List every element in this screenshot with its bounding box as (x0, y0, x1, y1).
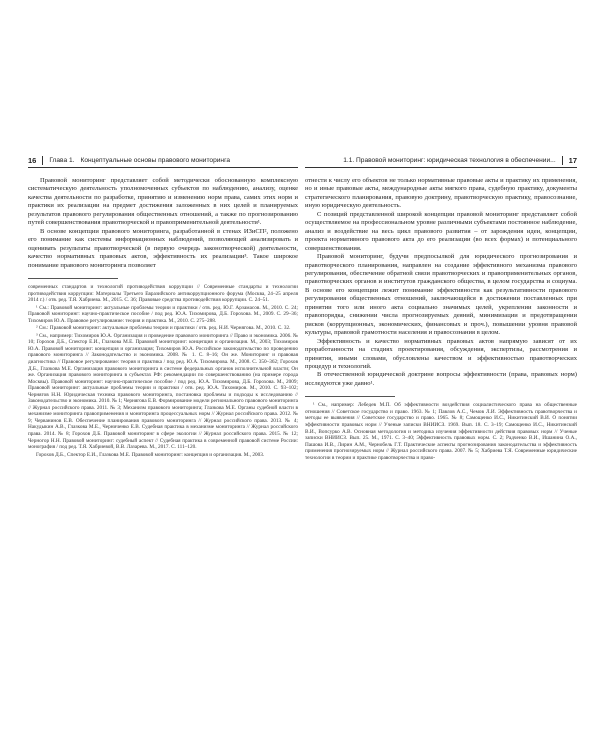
paragraph: В отечественной юридической доктрине вопросы эффективности (права, правовых норм) исследуются уже давно¹. (305, 371, 577, 387)
footnote: ¹ См.: Правовой мониторинг: актуальные проблемы теории и практики / отв. ред. Ю.Г. Арзамасов. М., 2010. С. 24; Правовой мониторинг: научно-практическое пособие / под ред. Ю.А. Тихомирова, Д.Б. Горохова. М., 2009. С. 29–36; Тихомиров Ю.А. Правовое регулирование: теория и практика. М., 2010. С. 275–288. (28, 304, 298, 324)
footnote: ¹ См., например: Лебедев М.П. Об эффективности воздействия социалистического права на общественные отношения // Советское государство и право. 1963. № 1; Павлов А.С., Чемов Л.И. Эффективность правотворчества и методы ее выявления // Советское государство и право. 1965. № 8; Самощенко И.С., Никитинский В.И. О понятии эффективности правовых норм // Ученые записки ВНИИСЗ. 1969. Вып. 18. С. 3–19; Самощенко И.С., Никитинский В.И., Вопсурко А.В. Основная методология и методика изучения эффективности действия правовых норм // Ученые записки ВНИИСЗ. Вып. 25. М., 1971. С. 3–40; Эффективность правовых норм. С. 2; Радченко В.И., Ишанина О.А., Пашова И.В., Лирин А.М., Чернобель Г.Т. Практические аспекты прогнозирования законодательства и эффективность применения прогнозируемых норм // Журнал российского права. 2007. № 5; Хабриева Т.Я. Современные юридические технологии в теории и практике правотворчества и право- (305, 402, 577, 461)
footnote: Горохов Д.Б., Спектор Е.И., Глазкова М.Е. Правовой мониторинг: концепция и организация. М., 2003. (36, 451, 265, 458)
header-separator (562, 156, 563, 165)
right-body-text (305, 177, 577, 388)
left-body-text (28, 177, 298, 270)
right-footnotes (305, 402, 577, 461)
paragraph: В основе концепции правового мониторинга, разработанной в стенах ИЗиСП², положено его понимание как системы информационных наблюдений, позволяющей анализировать и оценивать результаты правотворческой (в первую очередь законотворческой) деятельности, качество нормативных правовых актов, эффективность их реализации³. Такое широкое понимание правового мониторинга позволяет (28, 227, 298, 269)
footnote: ³ См., например: Тихомиров Ю.А. Организация и проведение правового мониторинга // Право и экономика. 2006. № 10; Горохов Д.Б., Спектор Е.И., Глазкова М.Е. Правовой мониторинг: концепция и организация. М., 2003; Тихомиров Ю.А. Правовой мониторинг: концепция и организация; Тихомиров Ю.А. Российское законодательство по проведению правового мониторинга // Законодательство и экономика. 2008. № 1. С. 8–16; Он же. Мониторинг и правовая диагностика // Правовое регулирование: теория и практика / под ред. Ю.А. Тихомирова. М., 2008. С. 350–362; Горохов Д.Б., Глазкова М.Е. Организация правового мониторинга в системе федеральных органов исполнительной власти; Он же. Организация правового мониторинга в субъектах РФ: рекомендации по совершенствованию (на примере города Москвы). Правовой мониторинг: научно-практическое пособие / под ред. Ю.А. Тихомирова, Д.Б. Горохова. М., 2009; Правовой мониторинг: актуальные проблемы теории и практики / отв. ред. Ю.А. Тихомиров. М., 2010. С. 93–102; Чернягов Н.Н. Юридическая техника правового мониторинга, постановка проблемы и подходы к исследованию // Законодательство и экономика. 2010. № 1; Чернягова Е.В. Формирование модели регионального правового мониторинга // Журнал российского права. 2011. № 3; Механизм правового мониторинга; Глазкова М.Е. Органы судебной власти в механизме мониторинга правоприменения и мониторинга процессуальных норм // Журнал российского права. 2012. № 9; Черванинов Е.В. Обеспечение планирования правового мониторинга // Журнал российского права. 2013. № 4; Накудыкин А.В., Глазкова М.Е., Черниченко Е.В. Судебная практика в механизме мониторинга // Журнал российского права. 2014. № 8; Горохов Д.Б. Правовой мониторинг в сфере экологии // Журнал российского права. 2015. № 12; Черногор Н.Н. Правовой мониторинг: судебный аспект // Судебная практика в современной правовой системе России: монография / под ред. Т.Я. Хабриевой, В.В. Лазарева. М., 2017. С. 111–120. (28, 332, 299, 451)
right-page (305, 155, 577, 462)
chapter-title: Концептуальные основы правового мониторинга (80, 156, 230, 164)
paragraph: отнести к числу его объектов не только нормативные правовые акты и практику их применения, но и иные правовые акты, международные акты мягкого права, судебную практику, документы стратегического планирования, правовую доктрину, правотворческую практику, правосознание, иную юридическую деятельность. (305, 177, 577, 210)
paragraph: С позиций представленной широкой концепции правовой мониторинг представляет собой осуществляемое на профессиональном уровне различными субъектами постоянное наблюдение, анализ и воздействие на весь цикл правового развития – от зарождения идеи, концепции, проекта нормативного правового акта до его реализации (во всех формах) и потенциального совершенствования. (305, 210, 577, 252)
left-page (28, 155, 298, 459)
left-running-head (28, 155, 298, 168)
footnote-rule (305, 396, 395, 397)
footnote: ² См.: Правовой мониторинг: актуальные проблемы теории и практики / отв. ред. Н.И. Чернягова. М., 2010. С. 32. (36, 325, 291, 332)
left-footnotes (28, 284, 298, 458)
footnote: современных стандартов и технологий противодействия коррупции // Современные стандарты и технологии противодействия коррупции: Материалы Третьего Евразийского антикоррупционного форума (Москва, 24–25 апреля 2014 г.) / отв. ред. Т.Я. Хабриева. М., 2015. С. 36; Правовые средства противодействия коррупции. С. 24–51. (28, 283, 298, 304)
footnote-rule (28, 278, 118, 279)
paragraph: Правовой мониторинг, будучи предпосылкой для юридического прогнозирования и правотворческого планирования, направлен на создание эффективного механизма правового регулирования, обеспечение обратной связи правотворческих и правоприменительных органов, правотворческих органов и институтов гражданского общества, в целом государства и социума. В основе его концепции лежит понимание эффективности как результативности правового регулирования общественных отношений, заключающейся в достижении поставленных при принятии того или иного акта социально значимых целей, укреплении законности и правопорядка, снижении числа прогнозируемых деяний, минимизации и предотвращении рисков (коррупционных, экономических, финансовых и проч.), повышении уровня правовой культуры, правовой грамотности населения и правосознания в целом. (305, 253, 577, 337)
right-running-head (305, 155, 577, 168)
paragraph: Правовой мониторинг представляет собой методически обоснованную комплексную систематическую деятельность уполномоченных субъектов по наблюдению, анализу, оценке качества деятельности по разработке, принятию и изменению норм права, самих этих норм и практики их реализации на предмет достижения заложенных в них целей и планируемых результатов правового регулирования общественных отношений, а также по прогнозированию путей совершенствования правотворческой и правоприменительной деятельности¹. (28, 177, 298, 227)
paragraph: Эффективность и качество нормативных правовых актов напрямую зависят от их проработанности на стадиях проектирования, обсуждения, экспертизы, рассмотрения и принятия, иными словами, обусловлены качеством и эффективностью правотворческих процедур и технологий. (305, 337, 577, 370)
page-number-left: 16 (28, 155, 37, 165)
chapter-label: Глава 1. (49, 156, 75, 164)
header-separator (42, 156, 43, 165)
page-number-right: 17 (568, 155, 577, 165)
section-title: 1.1. Правовой мониторинг: юридическая технология в обеспечении... (343, 156, 556, 164)
